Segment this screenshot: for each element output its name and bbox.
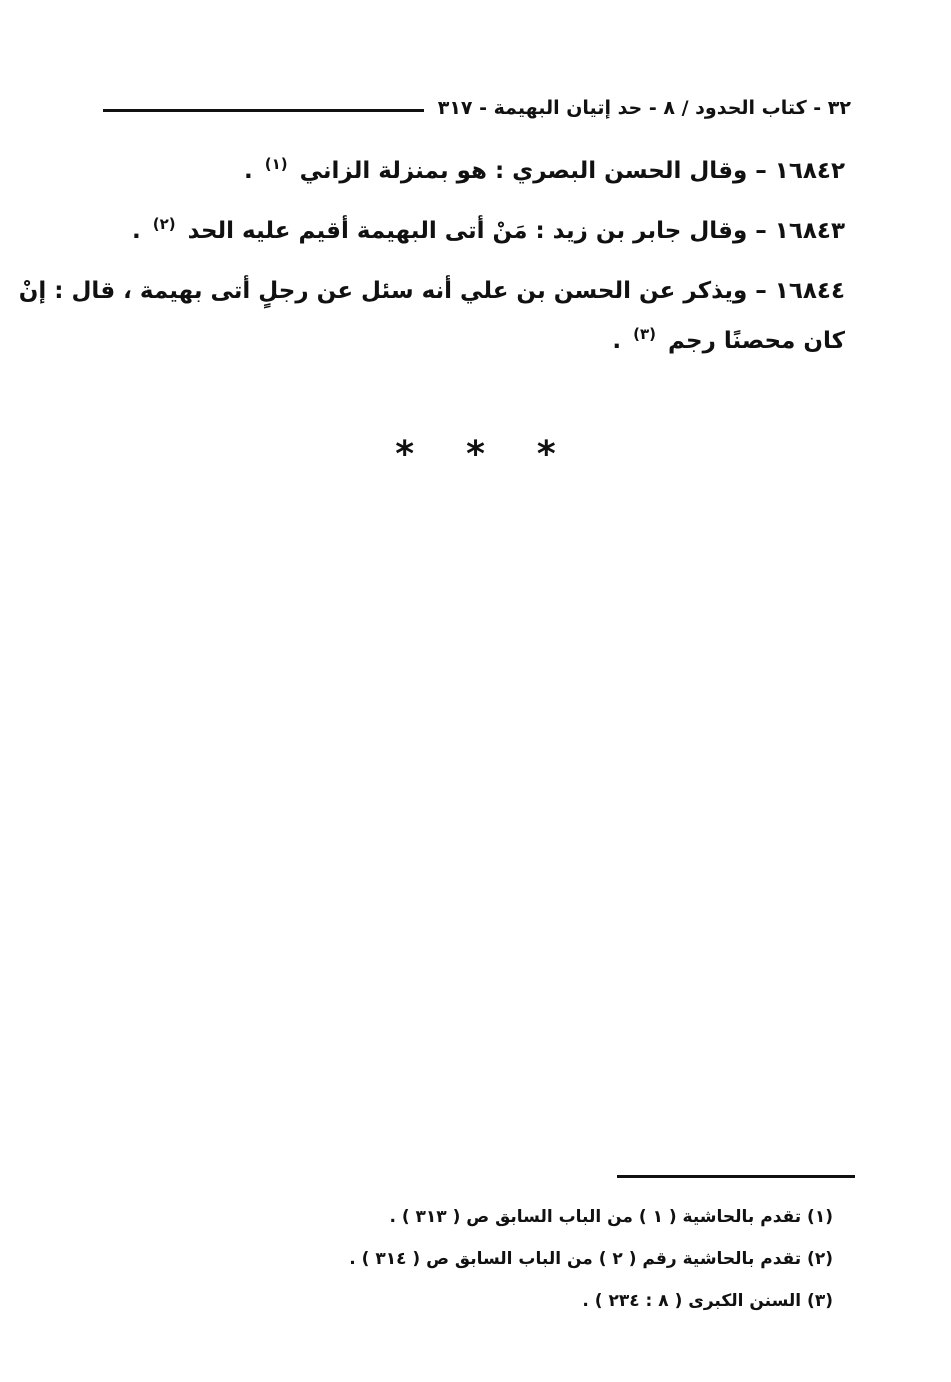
entry-text: وقال جابر بن زيد : مَنْ أتى البهيمة أقيم عليه الحد bbox=[187, 218, 748, 244]
section-break bbox=[0, 434, 951, 475]
entry-line-2 bbox=[103, 316, 845, 366]
running-header bbox=[103, 90, 851, 126]
entry-text-line-1: ويذكر عن الحسن بن علي أنه سئل عن رجلٍ أتى بهيمة ، قال : إنْ bbox=[18, 278, 748, 304]
footnote-3: (٣) السنن الكبرى ( ٨ : ٢٣٤ ) . bbox=[582, 1291, 833, 1311]
entry-separator: – bbox=[755, 278, 767, 304]
hadith-entry-16843 bbox=[103, 206, 845, 256]
entry-text-line-2: كان محصنًا رجم bbox=[667, 328, 845, 354]
footnotes bbox=[93, 1196, 833, 1322]
entry-number: ١٦٨٤٤ bbox=[774, 278, 845, 304]
footnote-ref-3: (٣) bbox=[633, 325, 656, 344]
entry-end: . bbox=[132, 218, 141, 244]
hadith-entry-16842 bbox=[103, 146, 845, 196]
footnote-2: (٢) تقدم بالحاشية رقم ( ٢ ) من الباب السابق ص ( ٣١٤ ) . bbox=[349, 1249, 833, 1269]
section-star: * bbox=[466, 434, 485, 475]
footnote-ref-1: (١) bbox=[264, 155, 288, 174]
section-star: * bbox=[395, 434, 415, 475]
header-rule bbox=[103, 109, 424, 112]
hadith-entry-16844 bbox=[18, 266, 845, 366]
footnote-ref-2: (٢) bbox=[152, 215, 176, 234]
entry-end: . bbox=[612, 328, 622, 354]
entry-separator: – bbox=[755, 218, 767, 244]
entry-text: وقال الحسن البصري : هو بمنزلة الزاني bbox=[299, 158, 748, 184]
entry-end: . bbox=[243, 158, 253, 184]
footnote-1: (١) تقدم بالحاشية ( ١ ) من الباب السابق ص ( ٣١٣ ) . bbox=[389, 1207, 833, 1227]
entry-separator: – bbox=[755, 158, 767, 184]
entry-number: ١٦٨٤٣ bbox=[774, 218, 845, 244]
entry-line-1 bbox=[18, 266, 845, 316]
entry-number: ١٦٨٤٢ bbox=[774, 158, 845, 184]
running-title: ٣٢ - كتاب الحدود / ٨ - حد إتيان البهيمة - ٣١٧ bbox=[437, 97, 851, 119]
section-star: * bbox=[536, 434, 556, 475]
footnote-rule bbox=[617, 1175, 855, 1178]
